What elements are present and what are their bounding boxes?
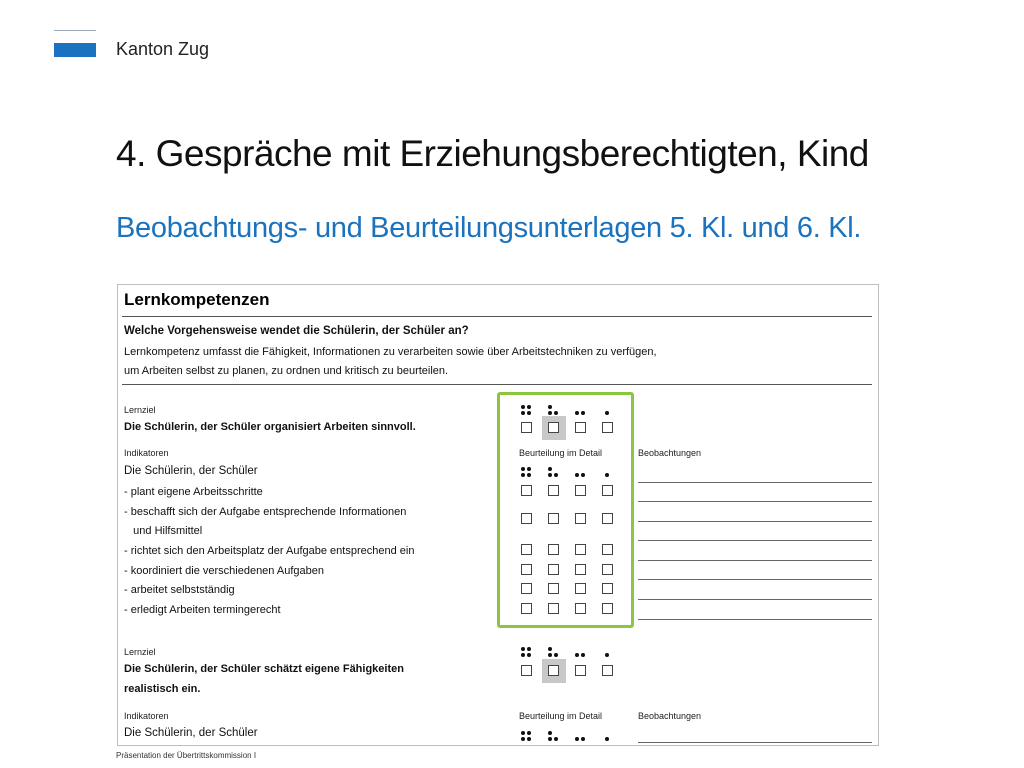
footer-text: Präsentation der Übertrittskommission I — [116, 751, 257, 760]
rating-dots-symbol — [602, 647, 614, 657]
indicator-subject: Die Schülerin, der Schüler — [124, 465, 258, 477]
lernziel-label: Lernziel — [124, 647, 156, 657]
observation-line[interactable] — [638, 579, 872, 580]
indicator-item: - arbeitet selbstständig — [124, 584, 235, 596]
rating-dots-symbol — [602, 731, 614, 741]
observation-line[interactable] — [638, 560, 872, 561]
form-question: Welche Vorgehensweise wendet die Schülerin, der Schüler an? — [124, 325, 469, 337]
observation-line[interactable] — [638, 599, 872, 600]
observation-line[interactable] — [638, 742, 872, 743]
indikatoren-label: Indikatoren — [124, 448, 169, 458]
logo-rule — [54, 30, 96, 31]
rating-dots-symbol — [575, 647, 587, 657]
observation-line[interactable] — [638, 540, 872, 541]
lernziel-goal: Die Schülerin, der Schüler organisiert Arbeiten sinnvoll. — [124, 421, 416, 433]
detail-label: Beurteilung im Detail — [519, 448, 603, 458]
rating-dots-symbol — [521, 731, 533, 741]
lernziel-label: Lernziel — [124, 405, 156, 415]
rating-checkbox[interactable] — [548, 665, 559, 676]
indicator-item: - koordiniert die verschiedenen Aufgaben — [124, 565, 324, 577]
rating-checkbox[interactable] — [602, 665, 613, 676]
indicator-item: - beschafft sich der Aufgabe entsprechende Informationen — [124, 506, 407, 518]
rating-dots-symbol — [521, 647, 533, 657]
form-heading: Lernkompetenzen — [124, 290, 270, 309]
rating-dots-symbol — [548, 647, 560, 657]
rating-dots-symbol — [575, 731, 587, 741]
indikatoren-label: Indikatoren — [124, 711, 169, 721]
observation-line[interactable] — [638, 501, 872, 502]
slide-title: 4. Gespräche mit Erziehungsberechtigten, Kind — [116, 133, 869, 174]
rating-checkbox[interactable] — [521, 665, 532, 676]
rating-dots-symbol — [548, 731, 560, 741]
logo-text: Kanton Zug — [116, 39, 210, 59]
indicator-subject: Die Schülerin, der Schüler — [124, 727, 258, 739]
logo-mark — [54, 43, 96, 57]
form-description-2: um Arbeiten selbst zu planen, zu ordnen und kritisch zu beurteilen. — [124, 365, 449, 377]
indicator-item: - plant eigene Arbeitsschritte — [124, 486, 263, 498]
observation-line[interactable] — [638, 482, 872, 483]
form-description-1: Lernkompetenz umfasst die Fähigkeit, Informationen zu verarbeiten sowie über Arbeitstechniken zu verfügen, — [124, 346, 657, 358]
rating-checkbox[interactable] — [575, 665, 586, 676]
observations-label: Beobachtungen — [638, 711, 702, 721]
observation-line[interactable] — [638, 619, 872, 620]
detail-label: Beurteilung im Detail — [519, 711, 603, 721]
highlight-frame — [497, 392, 634, 628]
indicator-item: - erledigt Arbeiten termingerecht — [124, 604, 281, 616]
divider — [122, 316, 872, 317]
lernziel-goal: realistisch ein. — [124, 683, 201, 695]
observation-line[interactable] — [638, 521, 872, 522]
divider — [122, 384, 872, 385]
indicator-item: - richtet sich den Arbeitsplatz der Aufgabe entsprechend ein — [124, 545, 415, 557]
observations-label: Beobachtungen — [638, 448, 702, 458]
indicator-item: und Hilfsmittel — [124, 525, 203, 537]
lernziel-goal: Die Schülerin, der Schüler schätzt eigene Fähigkeiten — [124, 663, 404, 675]
slide-subtitle: Beobachtungs- und Beurteilungsunterlagen 5. Kl. und 6. Kl. — [116, 212, 862, 244]
